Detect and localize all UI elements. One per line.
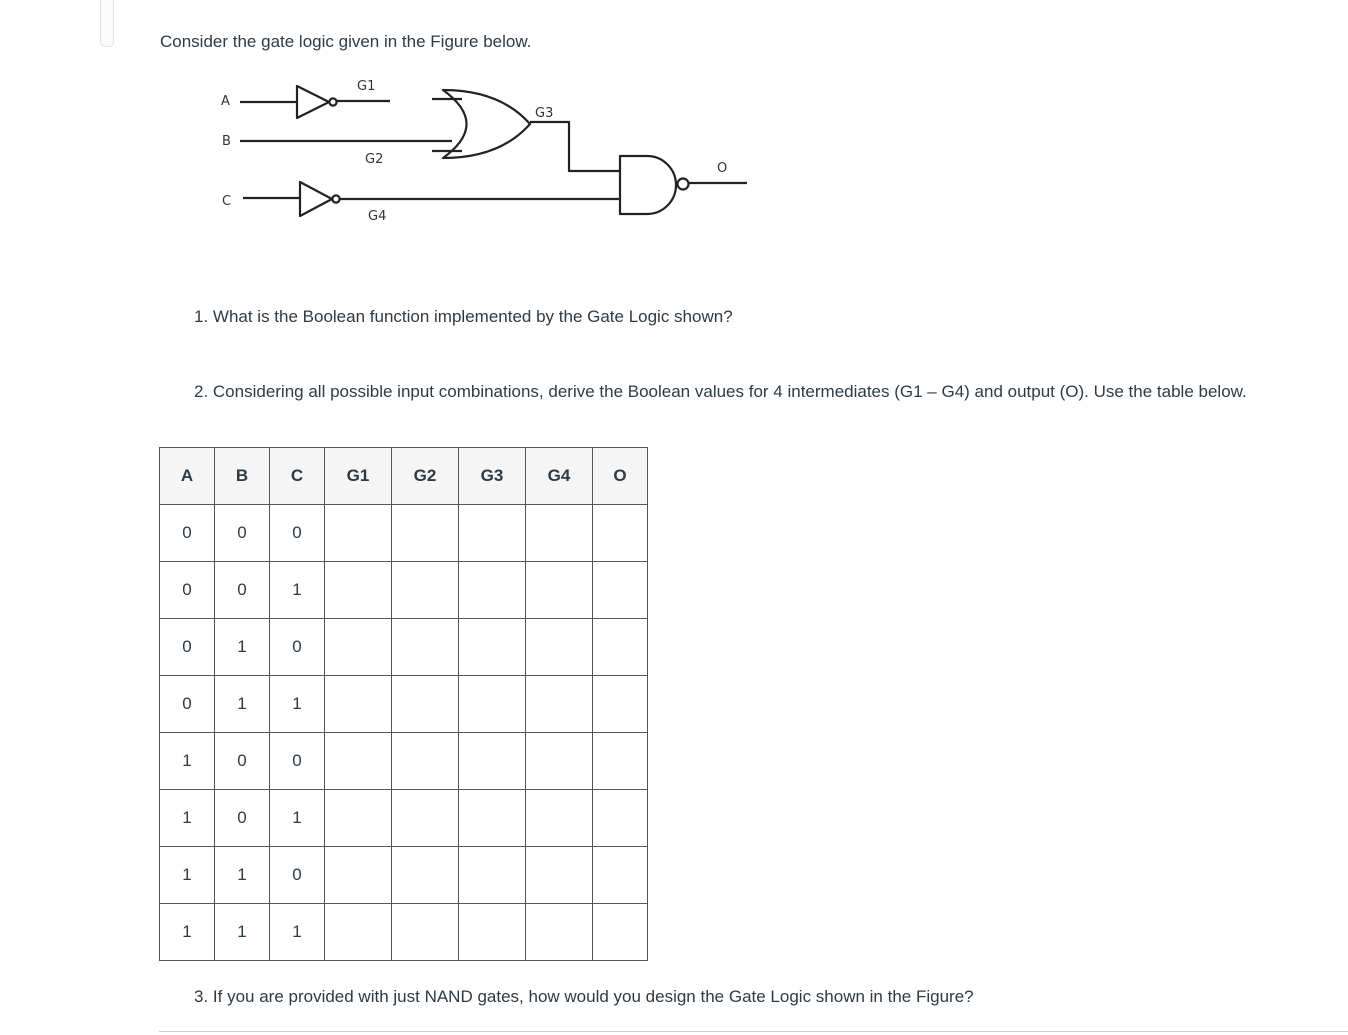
table-cell: 1 (160, 847, 215, 904)
truth-table (159, 447, 648, 961)
table-cell (325, 847, 392, 904)
table-cell (325, 562, 392, 619)
table-row (160, 505, 648, 562)
table-cell (459, 733, 526, 790)
label-b: B (222, 134, 231, 149)
table-cell: 0 (215, 733, 270, 790)
table-cell (392, 676, 459, 733)
table-cell: 0 (160, 619, 215, 676)
table-cell (459, 847, 526, 904)
table-cell (325, 733, 392, 790)
table-cell (593, 847, 648, 904)
table-cell (593, 562, 648, 619)
table-cell: 0 (270, 847, 325, 904)
table-cell (593, 676, 648, 733)
label-c: C (222, 194, 232, 209)
table-cell (459, 790, 526, 847)
table-cell (526, 562, 593, 619)
table-cell (459, 904, 526, 961)
table-cell: 1 (270, 790, 325, 847)
question-2: 2. Considering all possible input combinations, derive the Boolean values for 4 intermediates (G1 – G4) and output (O). Use the table below. (194, 382, 1247, 401)
table-cell: 1 (215, 904, 270, 961)
label-o: O (717, 161, 728, 176)
header-cell: G3 (459, 448, 526, 505)
table-cell (593, 904, 648, 961)
table-cell (459, 619, 526, 676)
table-row (160, 904, 648, 961)
table-cell: 1 (160, 904, 215, 961)
table-cell (526, 847, 593, 904)
table-cell (392, 619, 459, 676)
table-cell (392, 733, 459, 790)
table-cell (325, 904, 392, 961)
table-row (160, 562, 648, 619)
side-panel-tab[interactable] (100, 0, 114, 47)
table-cell (392, 562, 459, 619)
table-cell (392, 904, 459, 961)
table-cell (593, 505, 648, 562)
table-cell: 1 (160, 733, 215, 790)
table-cell (325, 505, 392, 562)
table-cell (392, 505, 459, 562)
question-1: 1. What is the Boolean function implemented by the Gate Logic shown? (194, 307, 733, 326)
or-gate-g3 (443, 90, 530, 158)
table-cell: 1 (270, 562, 325, 619)
header-cell: A (160, 448, 215, 505)
not-gate-g1 (297, 86, 329, 118)
table-row (160, 676, 648, 733)
table-cell (459, 676, 526, 733)
table-cell: 1 (270, 676, 325, 733)
table-cell: 0 (215, 790, 270, 847)
label-g4: G4 (368, 209, 387, 224)
table-cell (325, 790, 392, 847)
header-cell: B (215, 448, 270, 505)
table-cell (526, 790, 593, 847)
table-cell (526, 619, 593, 676)
header-cell: G1 (325, 448, 392, 505)
table-row (160, 847, 648, 904)
table-header-row (160, 448, 648, 505)
header-cell: G2 (392, 448, 459, 505)
table-cell (325, 619, 392, 676)
header-cell: C (270, 448, 325, 505)
table-cell: 0 (270, 619, 325, 676)
divider (159, 1031, 1348, 1032)
table-row (160, 619, 648, 676)
table-cell: 0 (160, 562, 215, 619)
table-cell (526, 676, 593, 733)
label-g3: G3 (535, 106, 554, 121)
table-cell (593, 619, 648, 676)
gate-logic-figure (200, 62, 760, 242)
table-cell (526, 733, 593, 790)
table-cell (392, 847, 459, 904)
not-gate-g4 (300, 182, 332, 216)
table-cell: 0 (270, 733, 325, 790)
question-3: 3. If you are provided with just NAND gates, how would you design the Gate Logic shown in the Figure? (194, 987, 974, 1006)
table-cell: 0 (270, 505, 325, 562)
table-cell: 0 (160, 505, 215, 562)
table-cell: 0 (215, 505, 270, 562)
table-cell (593, 790, 648, 847)
table-cell (392, 790, 459, 847)
table-cell: 0 (160, 676, 215, 733)
nand-bubble (678, 179, 689, 190)
not-bubble-g1 (329, 98, 336, 105)
table-cell (459, 562, 526, 619)
table-row (160, 790, 648, 847)
table-row (160, 733, 648, 790)
table-cell (526, 904, 593, 961)
table-cell (325, 676, 392, 733)
not-bubble-g4 (332, 195, 339, 202)
intro-text: Consider the gate logic given in the Figure below. (160, 32, 532, 51)
wire-g3 (530, 122, 620, 171)
table-cell (593, 733, 648, 790)
table-cell: 1 (160, 790, 215, 847)
label-g1: G1 (357, 79, 376, 94)
label-g2: G2 (365, 152, 384, 167)
table-cell (459, 505, 526, 562)
nand-gate (620, 156, 676, 214)
table-cell: 1 (215, 619, 270, 676)
header-cell: O (593, 448, 648, 505)
table-cell: 1 (215, 676, 270, 733)
table-cell (526, 505, 593, 562)
table-cell: 1 (215, 847, 270, 904)
label-a: A (221, 94, 230, 109)
table-cell: 0 (215, 562, 270, 619)
table-cell: 1 (270, 904, 325, 961)
header-cell: G4 (526, 448, 593, 505)
